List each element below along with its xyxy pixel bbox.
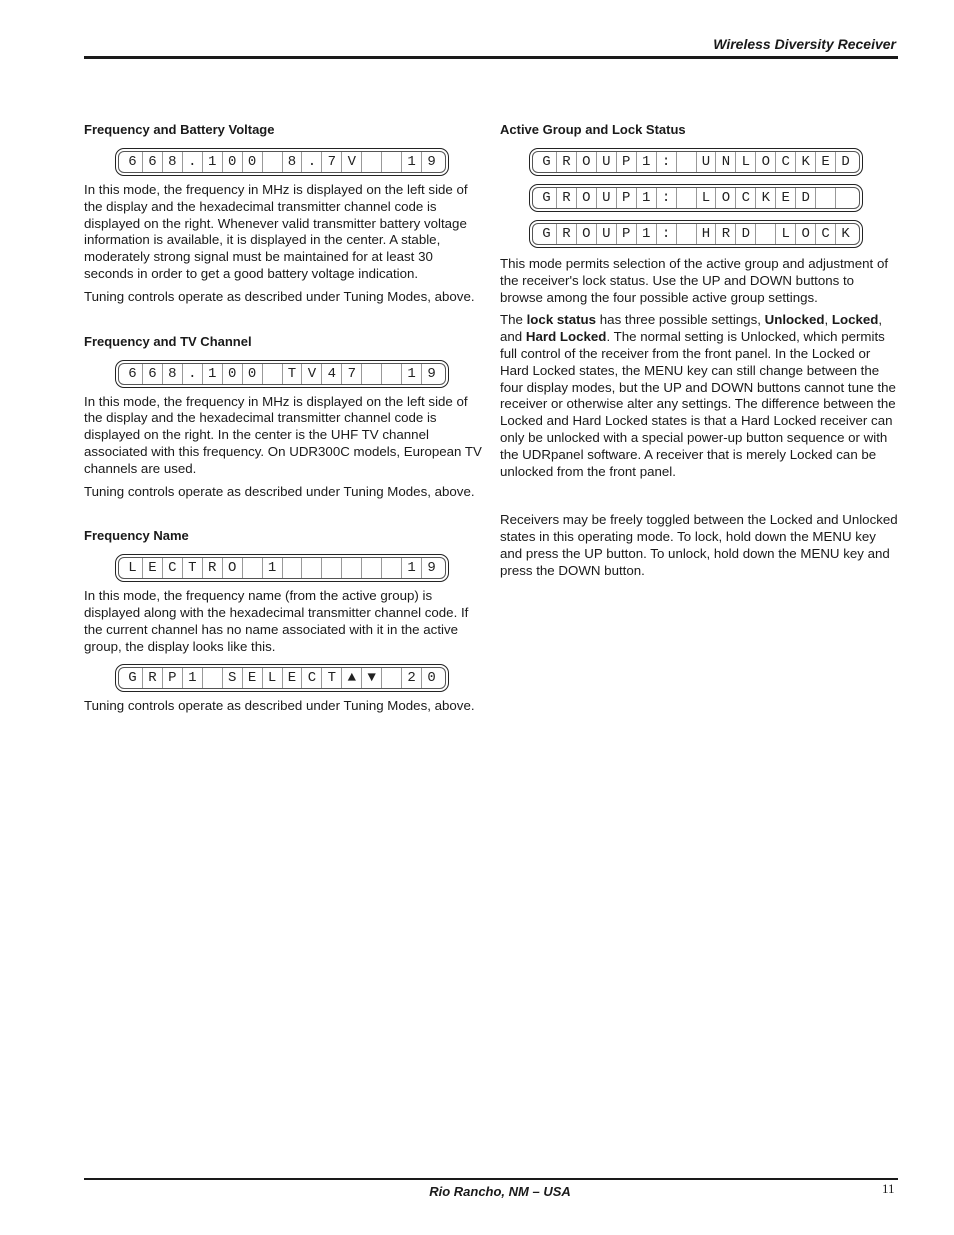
lcd-char: 7 — [342, 364, 362, 384]
lcd-char: E — [243, 668, 263, 688]
lcd-char — [677, 152, 697, 172]
lcd-char: 6 — [143, 364, 163, 384]
paragraph: Receivers may be freely toggled between the Locked and Unlocked states in this operating mode. To lock, hold down the MENU key and press the UP button. To unlock, hold down the MENU key and press the DOWN button. — [500, 512, 898, 578]
lcd-char — [283, 558, 303, 578]
paragraph-lock-status: The lock status has three possible settings, Unlocked, Locked, and Hard Locked. The normal setting is Unlocked, which permits full control of the receiver from the front panel. In the Locked or Hard Locked states, the MENU key can still change between the four display modes, but the UP and DOWN buttons cannot tune the receiver or otherwise alter any settings. The difference between the Locked and Hard Locked states is that a Hard Locked receiver can only be unlocked with a special power-up button sequence or with the UDRpanel software. A receiver that is merely Locked can be unlocked from the front panel. — [500, 312, 896, 479]
lcd-char: 6 — [143, 152, 163, 172]
paragraph: Tuning controls operate as described under Tuning Modes, above. — [84, 483, 475, 499]
lcd-char — [382, 152, 402, 172]
paragraph: In this mode, the frequency in MHz is displayed on the left side of the display and the hexadecimal transmitter channel code is displayed on the right. In the center is the UHF TV channel associated with this frequency. On UDR300C models, European TV channels are used. — [84, 393, 482, 476]
lcd-char: O — [796, 224, 816, 244]
section-heading-group-lock: Active Group and Lock Status — [500, 122, 686, 137]
lcd-char: O — [223, 558, 243, 578]
lcd-char: S — [223, 668, 243, 688]
lcd-char: O — [756, 152, 776, 172]
lcd-display — [115, 554, 449, 582]
lcd-char: U — [597, 152, 617, 172]
lcd-char: D — [841, 154, 850, 170]
lcd-char: L — [776, 224, 796, 244]
lcd-char: 8 — [163, 152, 183, 172]
lcd-char — [322, 558, 342, 578]
lcd-char: . — [302, 152, 322, 172]
lcd-char: O — [577, 152, 597, 172]
paragraph: In this mode, the frequency in MHz is displayed on the left side of the display and the hexadecimal transmitter channel code is displayed on the right. Whenever valid transmitter battery voltage information is available, it is displayed in the center. A stable, moderately strong signal must be maintained for at least 30 seconds in order to get a good battery voltage indication. — [84, 182, 468, 281]
lcd-char: 0 — [427, 669, 436, 686]
lcd-char: L — [697, 188, 717, 208]
lcd-char: U — [697, 152, 717, 172]
lcd-char — [203, 668, 223, 688]
section-heading-tv-channel: Frequency and TV Channel — [84, 333, 252, 349]
paragraph: Tuning controls operate as described under Tuning Modes, above. — [84, 288, 475, 304]
lcd-char — [816, 188, 836, 208]
lcd-char: L — [736, 152, 756, 172]
lcd-char: C — [302, 668, 322, 688]
lcd-char: R — [203, 558, 223, 578]
lcd-char — [263, 364, 283, 384]
lcd-char: 1 — [402, 558, 422, 578]
lcd-char: 1 — [637, 188, 657, 208]
lcd-char — [263, 152, 283, 172]
lcd-char — [677, 224, 697, 244]
lcd-char: K — [796, 152, 816, 172]
lcd-char — [362, 152, 382, 172]
lcd-char: ▲ — [342, 668, 362, 688]
paragraph: Tuning controls operate as described under Tuning Modes, above. — [84, 697, 475, 713]
lcd-char — [382, 558, 402, 578]
lcd-char: 8 — [163, 364, 183, 384]
lcd-char: C — [736, 188, 756, 208]
lcd-char: L — [123, 558, 143, 578]
lcd-char: 0 — [223, 152, 243, 172]
lcd-char: U — [597, 188, 617, 208]
lcd-char: D — [796, 188, 816, 208]
lcd-char: 1 — [263, 558, 283, 578]
lcd-char: C — [163, 558, 183, 578]
lcd-char: G — [123, 668, 143, 688]
lcd-char: D — [736, 224, 756, 244]
lcd-char — [243, 558, 263, 578]
lcd-char: H — [697, 224, 717, 244]
lcd-char: R — [143, 668, 163, 688]
lcd-char: K — [841, 226, 850, 242]
lcd-char: R — [716, 224, 736, 244]
lcd-char: E — [776, 188, 796, 208]
lcd-char: P — [617, 224, 637, 244]
lcd-char: C — [816, 224, 836, 244]
lcd-char — [342, 558, 362, 578]
lcd-char: R — [557, 152, 577, 172]
lcd-display — [115, 360, 449, 388]
lcd-char: : — [657, 224, 677, 244]
page-number: 11 — [882, 1181, 895, 1196]
lcd-char: T — [283, 364, 303, 384]
lcd-display — [115, 664, 449, 692]
lcd-char: P — [617, 188, 637, 208]
lcd-char: 7 — [322, 152, 342, 172]
paragraph: This mode permits selection of the active group and adjustment of the receiver's lock status. Use the UP and DOWN buttons to browse among the four possible active group settings. — [500, 256, 889, 305]
lcd-char: 1 — [203, 364, 223, 384]
lcd-char: 2 — [402, 668, 422, 688]
lcd-char: C — [776, 152, 796, 172]
lcd-char: 6 — [123, 364, 143, 384]
lcd-char: O — [716, 188, 736, 208]
lcd-char: P — [617, 152, 637, 172]
lcd-char — [756, 224, 776, 244]
lcd-char: R — [557, 188, 577, 208]
lcd-char: O — [577, 224, 597, 244]
lcd-char: 9 — [427, 154, 436, 170]
lcd-char: T — [183, 558, 203, 578]
lcd-display — [529, 148, 863, 176]
footer-rule — [84, 1178, 898, 1180]
lcd-display — [115, 148, 449, 176]
lcd-char: E — [283, 668, 303, 688]
lcd-char: 1 — [183, 668, 203, 688]
lcd-display — [529, 184, 863, 212]
lcd-char: 0 — [243, 364, 263, 384]
lcd-char: 6 — [123, 152, 143, 172]
lcd-char: K — [756, 188, 776, 208]
lcd-char: 0 — [243, 152, 263, 172]
lcd-char: E — [816, 152, 836, 172]
lcd-char — [362, 558, 382, 578]
lcd-char: P — [163, 668, 183, 688]
lcd-char: 1 — [402, 152, 422, 172]
lcd-char: : — [657, 188, 677, 208]
lcd-char — [836, 188, 855, 208]
lcd-char: 8 — [283, 152, 303, 172]
lcd-char: L — [263, 668, 283, 688]
lcd-char: U — [597, 224, 617, 244]
lcd-char: . — [183, 364, 203, 384]
lcd-char — [382, 364, 402, 384]
lcd-char: R — [557, 224, 577, 244]
lcd-char: 9 — [427, 365, 436, 382]
section-heading-battery: Frequency and Battery Voltage — [84, 122, 275, 137]
lcd-char: 0 — [223, 364, 243, 384]
lcd-char: E — [143, 558, 163, 578]
lcd-char: G — [537, 188, 557, 208]
running-header: Wireless Diversity Receiver — [713, 36, 896, 52]
lcd-char: : — [657, 152, 677, 172]
lcd-char: V — [302, 364, 322, 384]
lcd-stack — [500, 148, 900, 248]
right-column — [500, 122, 900, 586]
lcd-char: 1 — [637, 224, 657, 244]
lcd-char: N — [716, 152, 736, 172]
lcd-char: ▼ — [362, 668, 382, 688]
lcd-char — [677, 188, 697, 208]
lcd-char — [362, 364, 382, 384]
footer-location: Rio Rancho, NM – USA — [429, 1184, 571, 1199]
lcd-char: . — [183, 152, 203, 172]
lcd-char: T — [322, 668, 342, 688]
lcd-char: O — [577, 188, 597, 208]
lcd-display — [529, 220, 863, 248]
lcd-char: 9 — [427, 560, 436, 577]
section-heading-frequency-name: Frequency Name — [84, 528, 189, 544]
left-column — [84, 122, 482, 720]
lcd-char: V — [342, 152, 362, 172]
lcd-char: G — [537, 152, 557, 172]
lcd-char — [302, 558, 322, 578]
paragraph: In this mode, the frequency name (from the active group) is displayed along with the hexadecimal transmitter channel code. If the current channel has no name associated with it in the active group, the display looks like this. — [84, 588, 469, 654]
header-rule — [84, 56, 898, 59]
lcd-char: 1 — [402, 364, 422, 384]
lcd-char — [382, 668, 402, 688]
lcd-char: 1 — [637, 152, 657, 172]
lcd-char: 4 — [322, 364, 342, 384]
lcd-char: G — [537, 224, 557, 244]
lcd-char: 1 — [203, 152, 223, 172]
